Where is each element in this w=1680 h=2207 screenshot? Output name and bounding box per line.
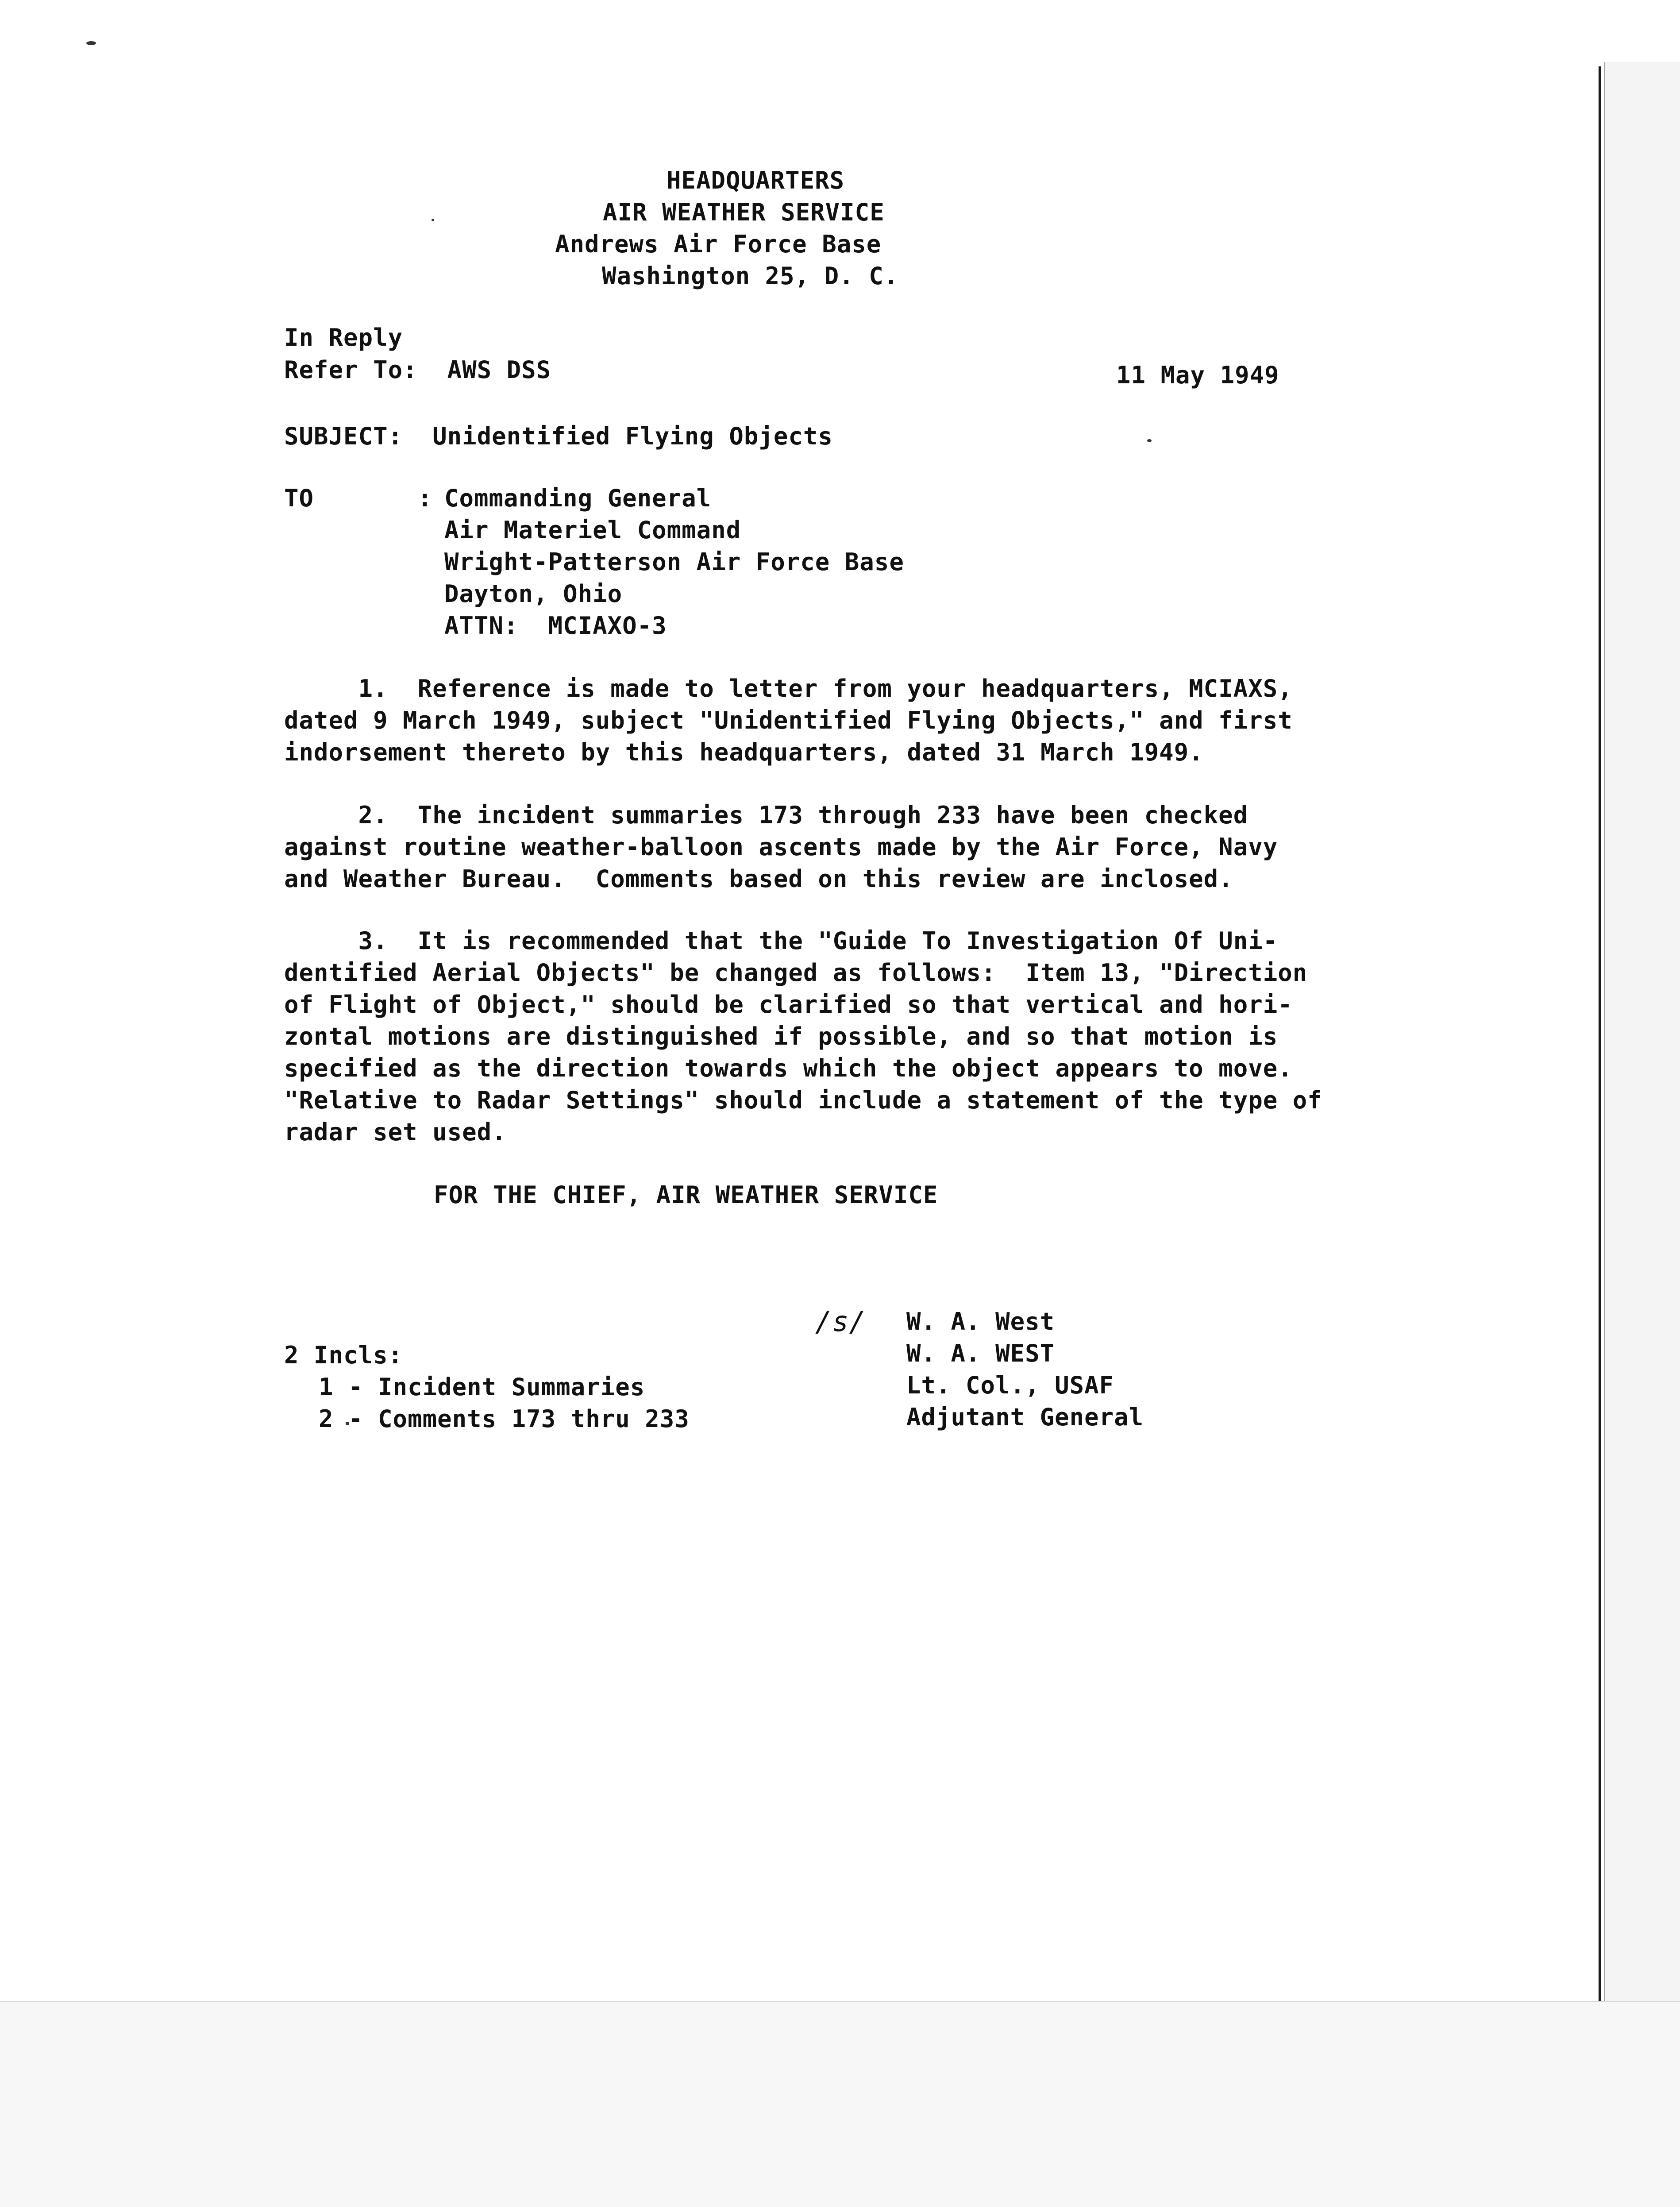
addressee-line: Dayton, Ohio bbox=[444, 580, 623, 608]
paragraph-line: specified as the direction towards which the object appears to move. bbox=[284, 1054, 1293, 1082]
inclosure-item: 1 - Incident Summaries bbox=[319, 1373, 645, 1401]
paragraph-line: and Weather Bureau. Comments based on this review are inclosed. bbox=[284, 865, 1233, 893]
paragraph-line: "Relative to Radar Settings" should include a statement of the type of bbox=[284, 1086, 1322, 1114]
letter-date: 11 May 1949 bbox=[1116, 361, 1279, 389]
inclosures-label: 2 Incls: bbox=[284, 1341, 403, 1369]
letterhead-line2: AIR WEATHER SERVICE bbox=[603, 198, 885, 226]
scan-bottom-margin bbox=[0, 2001, 1680, 2207]
signature-name: W. A. West bbox=[906, 1308, 1055, 1335]
paragraph-line: 3. It is recommended that the "Guide To Investigation Of Uni- bbox=[284, 927, 1278, 955]
scan-speck bbox=[1147, 439, 1152, 442]
for-the-chief-line: FOR THE CHIEF, AIR WEATHER SERVICE bbox=[434, 1181, 938, 1209]
underlying-page-edge bbox=[1604, 62, 1680, 2010]
to-label: TO : bbox=[284, 484, 433, 512]
addressee-line: ATTN: MCIAXO-3 bbox=[444, 612, 667, 640]
letterhead-line4: Washington 25, D. C. bbox=[602, 262, 899, 290]
paragraph-line: dentified Aerial Objects" be changed as follows: Item 13, "Direction bbox=[284, 959, 1308, 987]
in-reply-label: In Reply bbox=[284, 324, 403, 351]
typed-name: W. A. WEST bbox=[906, 1339, 1055, 1367]
addressee-line: Commanding General bbox=[444, 484, 712, 512]
scan-speck bbox=[86, 41, 96, 45]
paragraph-line: zontal motions are distinguished if possible, and so that motion is bbox=[284, 1022, 1278, 1050]
page-edge-shadow bbox=[1599, 66, 1601, 2001]
subject-line: SUBJECT: Unidentified Flying Objects bbox=[284, 422, 833, 450]
paragraph-line: dated 9 March 1949, subject "Unidentified Flying Objects," and first bbox=[284, 706, 1293, 734]
signer-title: Adjutant General bbox=[906, 1403, 1144, 1431]
scan-speck bbox=[432, 219, 434, 221]
refer-to-line: Refer To: AWS DSS bbox=[284, 356, 551, 384]
paragraph-line: 1. Reference is made to letter from your headquarters, MCIAXS, bbox=[284, 675, 1293, 702]
paragraph-line: indorsement thereto by this headquarters, dated 31 March 1949. bbox=[284, 738, 1204, 766]
inclosure-item: 2 - Comments 173 thru 233 bbox=[319, 1405, 690, 1433]
paragraph-line: 2. The incident summaries 173 through 233 have been checked bbox=[284, 801, 1248, 829]
addressee-line: Air Materiel Command bbox=[444, 516, 741, 544]
signer-rank: Lt. Col., USAF bbox=[906, 1371, 1114, 1399]
paragraph-line: of Flight of Object," should be clarified so that vertical and hori- bbox=[284, 991, 1293, 1019]
paragraph-line: radar set used. bbox=[284, 1118, 507, 1146]
signature-s-mark: /s/ bbox=[815, 1305, 866, 1338]
addressee-line: Wright-Patterson Air Force Base bbox=[444, 548, 904, 576]
letterhead-line1: HEADQUARTERS bbox=[667, 166, 845, 194]
letterhead-line3: Andrews Air Force Base bbox=[555, 230, 882, 258]
paragraph-line: against routine weather-balloon ascents made by the Air Force, Navy bbox=[284, 833, 1278, 861]
